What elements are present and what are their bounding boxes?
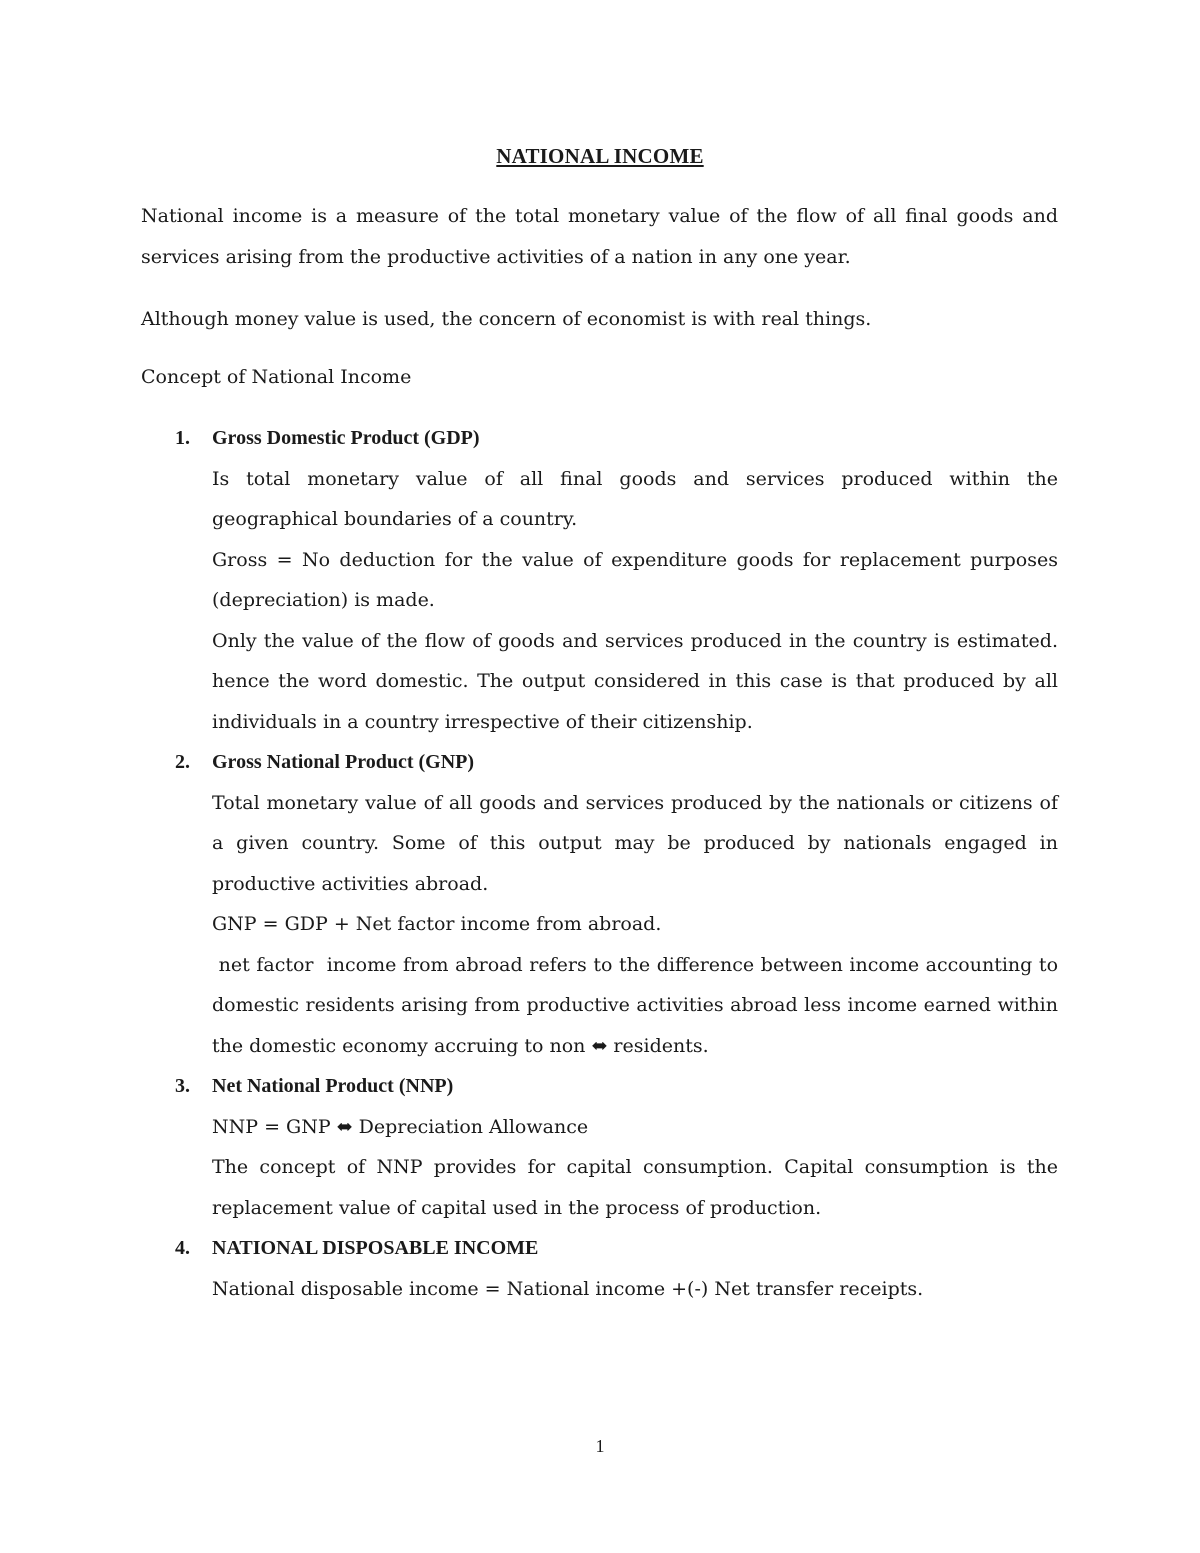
page-number: 1 (595, 1436, 605, 1456)
list-number: 3. (175, 1075, 190, 1097)
concept-nnp (141, 1066, 1058, 1228)
concept-formula: NNP = GNP ⬌ Depreciation Allowance (212, 1115, 589, 1138)
concept-national-disposable-income (141, 1228, 1058, 1309)
list-number: 4. (175, 1237, 190, 1259)
intro-definition-paragraph: National income is a measure of the total monetary value of the flow of all final goods and services arising from the productive activities of a nation in any one year. (141, 205, 1058, 268)
concept-paragraph: Is total monetary value of all final goods and services produced within the geographical boundaries of a country. (212, 467, 1058, 530)
concept-heading: Net National Product (NNP) (212, 1075, 454, 1097)
concept-paragraph: net factor income from abroad refers to the difference between income accounting to domestic residents arising from productive activities abroad less income earned within the domestic economy accruing to non ⬌ residents. (212, 953, 1065, 1057)
concept-paragraph: Only the value of the flow of goods and services produced in the country is estimated. hence the word domestic. The output considered in this case is that produced by all individuals in a country irrespective of their citizenship. (212, 629, 1058, 733)
concepts-list (141, 418, 1065, 1309)
concept-paragraph: Gross = No deduction for the value of expenditure goods for replacement purposes (depreciation) is made. (212, 548, 1058, 611)
concept-heading: Gross Domestic Product (GDP) (212, 427, 480, 449)
concept-formula: GNP = GDP + Net factor income from abroad. (212, 913, 662, 935)
page-title: NATIONAL INCOME (496, 144, 704, 168)
intro-note-paragraph: Although money value is used, the concern of economist is with real things. (141, 308, 872, 330)
concept-paragraph: Total monetary value of all goods and services produced by the nationals or citizens of a given country. Some of this output may be produced by nationals engaged in productive activities abroad. (212, 791, 1058, 895)
list-number: 2. (175, 751, 190, 773)
concept-heading: NATIONAL DISPOSABLE INCOME (212, 1237, 539, 1259)
concept-paragraph: The concept of NNP provides for capital consumption. Capital consumption is the replacement value of capital used in the process of production. (212, 1156, 1058, 1219)
concept-gnp (141, 742, 1065, 1066)
concept-formula: National disposable income = National income +(-) Net transfer receipts. (212, 1277, 924, 1300)
list-number: 1. (175, 427, 190, 449)
concepts-heading: Concept of National Income (141, 366, 412, 388)
concept-heading: Gross National Product (GNP) (212, 751, 475, 773)
concept-gdp (141, 418, 1058, 742)
